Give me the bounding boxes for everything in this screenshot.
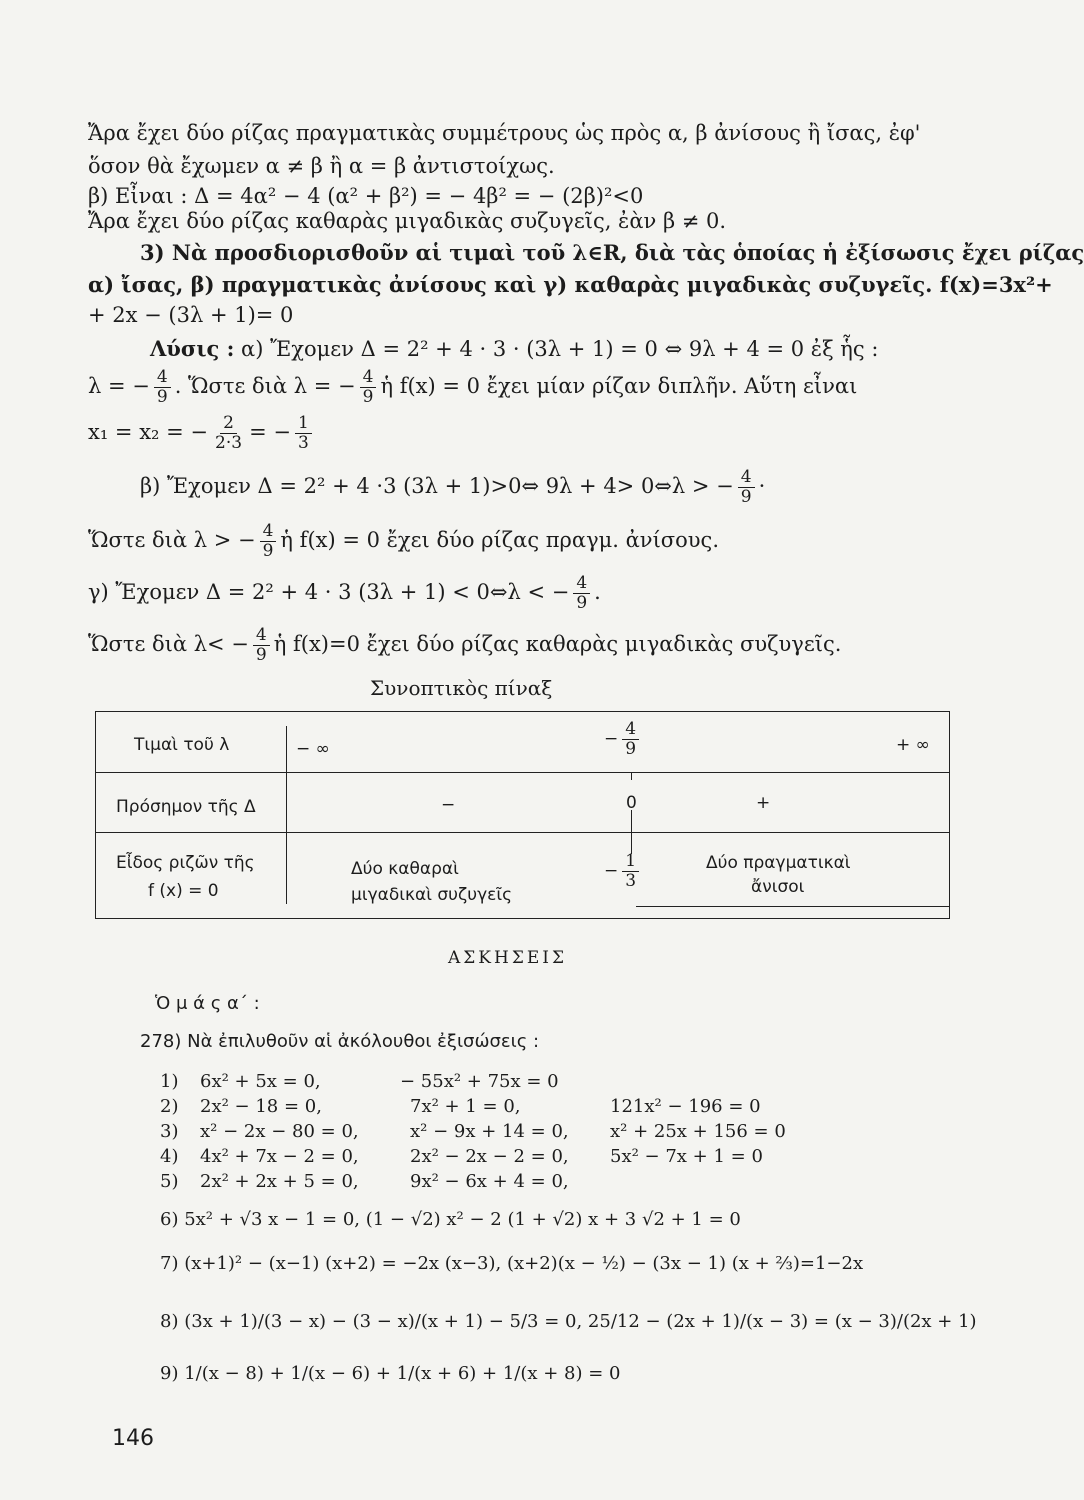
problem-3-line-1: 3) Νὰ προσδιορισθοῦν αἱ τιμαὶ τοῦ λ∈R, διὰ τὰς ὁποίας ἡ ἐξίσωσις ἔχει ρίζας <box>140 240 1084 265</box>
minus-infinity: − ∞ <box>296 739 330 759</box>
exercise-9: 9) 1/(x − 8) + 1/(x − 6) + 1/(x + 6) + 1/(x + 8) = 0 <box>160 1363 621 1384</box>
row2-label: Πρόσημον τῆς Δ <box>116 797 256 817</box>
page-number: 146 <box>112 1426 154 1451</box>
solution-line-c <box>88 574 601 613</box>
lambda-eq: λ = − <box>88 374 150 398</box>
row3-right-1: Δύο πραγματικαὶ <box>706 853 851 873</box>
exercise-intro: 278) Νὰ ἐπιλυθοῦν αἱ ἀκόλουθοι ἐξισώσεις : <box>140 1031 540 1052</box>
b-text: β) Ἔχομεν Δ = 2² + 4 ·3 (3λ + 1)>0⇔ 9λ + 4> 0⇔λ > − <box>140 474 734 498</box>
problem-3-line-2: α) ἴσας, β) πραγματικὰς ἀνίσους καὶ γ) καθαρὰς μιγαδικὰς συζυγεῖς. f(x)=3x²+ <box>88 272 1053 297</box>
fraction-4-9d: $\frac{4}{9}$ <box>260 522 277 561</box>
solution-line-roots <box>88 414 316 453</box>
row1-label: Τιμαὶ τοῦ λ <box>134 735 230 755</box>
table-title: Συνοπτικὸς πίναξ <box>370 676 553 700</box>
text-line-2: ὅσον θὰ ἔχωμεν α ≠ β ἢ α = β ἀντιστοίχως. <box>88 154 555 178</box>
b-dot: · <box>758 474 766 498</box>
solution-line-b <box>140 468 765 507</box>
c2-text: Ὥστε διὰ λ< − <box>88 632 249 656</box>
row2-negative: − <box>441 795 456 815</box>
exercise-8: 8) (3x + 1)/(3 − x) − (3 − x)/(x + 1) − 5/3 = 0, 25/12 − (2x + 1)/(x − 3) = (x − 3)/(2x + 1) <box>160 1311 977 1332</box>
table-divider-2 <box>96 832 949 833</box>
row3-label-2: f (x) = 0 <box>148 881 219 901</box>
row3-right-2: ἄνισοι <box>751 877 805 897</box>
text-line-4: Ἄρα ἔχει δύο ρίζας καθαρὰς μιγαδικὰς συζυγεῖς, ἐὰν β ≠ 0. <box>88 209 727 233</box>
roots-eq: x₁ = x₂ = − <box>88 420 209 444</box>
fraction-4-9e: $\frac{4}{9}$ <box>573 574 590 613</box>
table-tick-1 <box>631 772 632 780</box>
text-line-1: Ἄρα ἔχει δύο ρίζας πραγματικὰς συμμέτρους ὡς πρὸς α, β ἀνίσους ἢ ἴσας, ἐφ' <box>88 121 921 145</box>
solution-a-text: α) Ἔχομεν Δ = 2² + 4 · 3 · (3λ + 1) = 0 ⇔ 9λ + 4 = 0 ἐξ ἧς : <box>241 337 879 361</box>
roots-eq2: = − <box>249 420 291 444</box>
b2-text: Ὥστε διὰ λ > − <box>88 528 256 552</box>
problem-3-line-3: + 2x − (3λ + 1)= 0 <box>88 303 294 327</box>
table-divider-1 <box>96 772 949 773</box>
fraction-4-9f: $\frac{4}{9}$ <box>253 626 270 665</box>
row3-mid: − $\frac{1}{3}$ <box>604 852 643 891</box>
solution-line-c2 <box>88 626 841 665</box>
solution-line-b2 <box>88 522 719 561</box>
hence-text: . Ὥστε διὰ λ = − <box>174 374 356 398</box>
table-divider-3 <box>636 906 949 907</box>
row2-zero: 0 <box>626 793 637 813</box>
row3-left-2: μιγαδικαὶ συζυγεῖς <box>351 885 513 905</box>
row2-positive: + <box>756 793 771 813</box>
solution-line-a <box>150 336 878 362</box>
exercise-7: 7) (x+1)² − (x−1) (x+2) = −2x (x−3), (x+2)(x − ½) − (3x − 1) (x + ⅔)=1−2x <box>160 1253 864 1274</box>
table-tick-2 <box>631 810 632 854</box>
c2-text-end: ἡ f(x)=0 ἔχει δύο ρίζας καθαρὰς μιγαδικὰς συζυγεῖς. <box>273 632 842 656</box>
exercises-heading: ΑΣΚΗΣΕΙΣ <box>448 948 567 968</box>
c-text: γ) Ἔχομεν Δ = 2² + 4 · 3 (3λ + 1) < 0⇔λ < − <box>88 580 570 604</box>
fraction-2-6: $\frac{2}{2\cdot 3}$ <box>215 413 243 453</box>
fraction-4-9: $\frac{4}{9}$ <box>154 368 171 407</box>
lambda-critical: − $\frac{4}{9}$ <box>604 720 643 759</box>
exercise-row: 4) 4x² + 7x − 2 = 0, 2x² − 2x − 2 = 0, 5x² − 7x + 1 = 0 <box>160 1146 763 1167</box>
exercise-row: 1) 6x² + 5x = 0, − 55x² + 75x = 0 <box>160 1071 559 1092</box>
exercise-row: 3) x² − 2x − 80 = 0, x² − 9x + 14 = 0, x² + 25x + 156 = 0 <box>160 1121 786 1142</box>
summary-table <box>95 711 950 919</box>
exercise-row: 5) 2x² + 2x + 5 = 0, 9x² − 6x + 4 = 0, <box>160 1171 569 1192</box>
text-line-3: β) Εἶναι : Δ = 4α² − 4 (α² + β²) = − 4β² = − (2β)²<0 <box>88 184 644 208</box>
solution-label: Λύσις : <box>150 336 235 361</box>
b2-text-end: ἡ f(x) = 0 ἔχει δύο ρίζας πραγμ. ἀνίσους. <box>280 528 719 552</box>
exercise-row: 2) 2x² − 18 = 0, 7x² + 1 = 0, 121x² − 196 = 0 <box>160 1096 761 1117</box>
row3-left-1: Δύο καθαραὶ <box>351 859 459 879</box>
group-label: Ὁ μ ά ς α΄ : <box>155 993 260 1014</box>
double-root-text: ἡ f(x) = 0 ἔχει μίαν ρίζαν διπλῆν. Αὕτη εἶναι <box>380 374 858 398</box>
fraction-4-9c: $\frac{4}{9}$ <box>738 468 755 507</box>
table-col-divider <box>286 726 287 904</box>
row3-label-1: Εἶδος ριζῶν τῆς <box>116 853 255 873</box>
plus-infinity: + ∞ <box>896 735 930 755</box>
c-dot: . <box>594 580 601 604</box>
fraction-4-9b: $\frac{4}{9}$ <box>360 368 377 407</box>
exercise-6: 6) 5x² + √3 x − 1 = 0, (1 − √2) x² − 2 (1 + √2) x + 3 √2 + 1 = 0 <box>160 1209 741 1230</box>
solution-line-lambda <box>88 368 857 407</box>
fraction-1-3: $\frac{1}{3}$ <box>295 414 312 453</box>
